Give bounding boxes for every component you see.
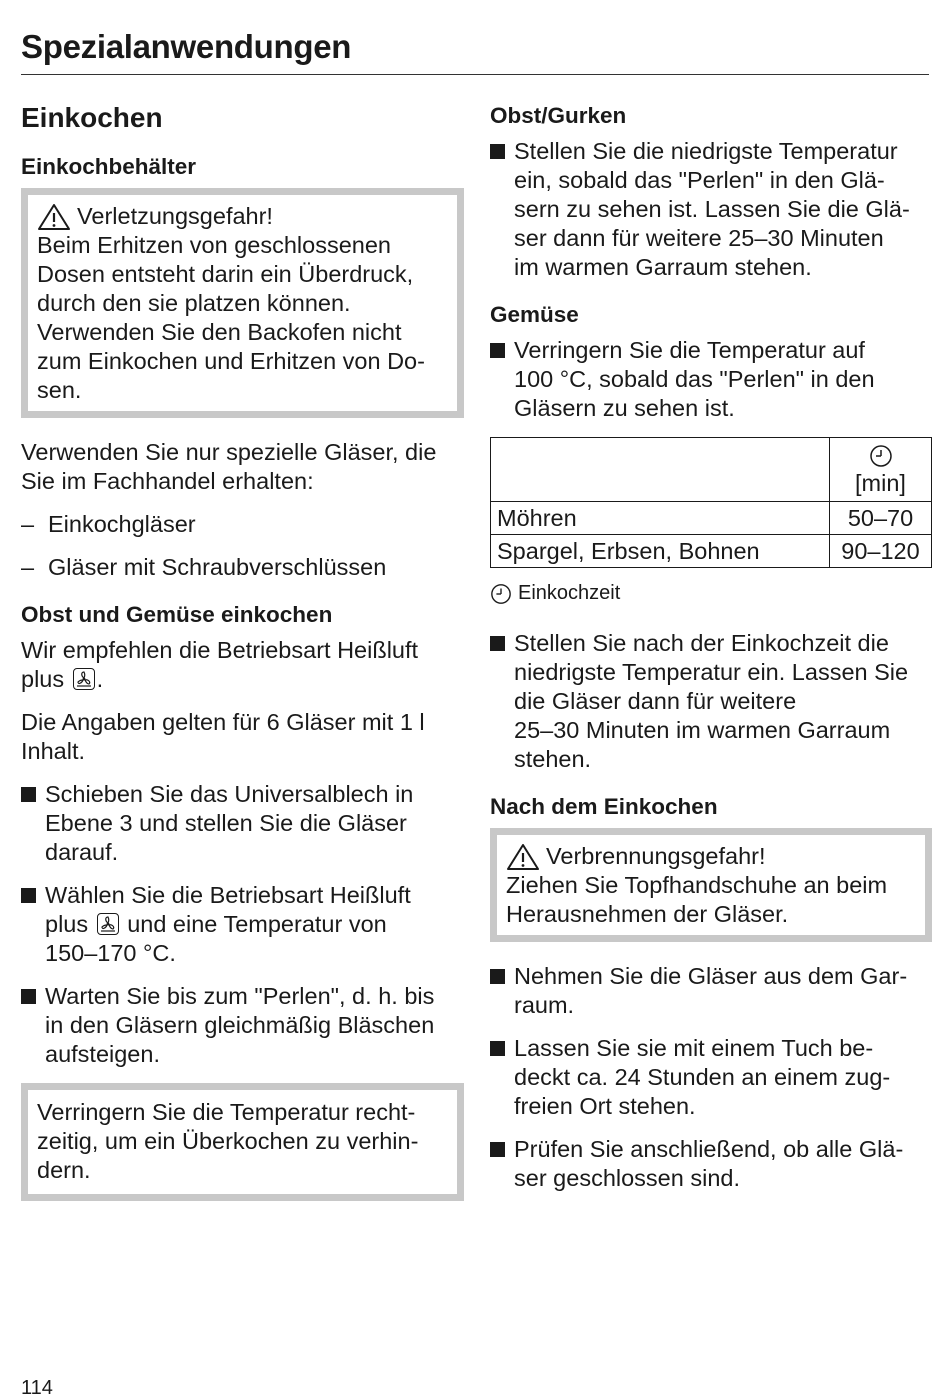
recommend-plus: plus (21, 666, 65, 692)
step-line: Wählen Sie die Betriebsart Heißluft (45, 882, 411, 908)
bullet-square (490, 1142, 505, 1157)
time-unit-label: [min] (855, 470, 906, 496)
step-line: Stellen Sie die niedrigste Temperatur (514, 138, 898, 164)
step-line: freien Ort stehen. (514, 1093, 696, 1119)
details-line: Inhalt. (21, 738, 86, 764)
subheading-gemuese: Gemüse (490, 302, 579, 327)
list-item (21, 780, 464, 867)
gemuese-steps (490, 336, 932, 423)
recommend-line: Wir empfehlen die Betriebsart Heißluft (21, 637, 419, 663)
warning-box-injury (21, 188, 464, 418)
bullet-square (490, 1041, 505, 1056)
steps-list (21, 780, 464, 1069)
warning-text-line: Herausnehmen der Gläser. (506, 901, 789, 927)
after-steps (490, 629, 932, 774)
table-cell-time: 90–120 (830, 535, 932, 568)
note-line: zeitig, um ein Überkochen zu verhin- (37, 1128, 419, 1154)
step-line: raum. (514, 992, 575, 1018)
recommend-end: . (96, 666, 104, 692)
note-box (21, 1083, 464, 1201)
step-line: stehen. (514, 746, 592, 772)
final-steps (490, 962, 932, 1193)
section-title-einkochen: Einkochen (21, 102, 163, 133)
subheading-obst-gurken: Obst/Gurken (490, 103, 627, 128)
bullet-square (490, 636, 505, 651)
clock-icon (869, 444, 893, 468)
step-line: Nehmen Sie die Gläser aus dem Gar- (514, 963, 908, 989)
canning-time-table (490, 437, 932, 568)
warning-box-burn (490, 828, 932, 942)
warning-text-line: durch den sie platzen können. (37, 290, 351, 316)
step-line: Ebene 3 und stellen Sie die Gläser (45, 810, 407, 836)
step-line: die Gläser dann für weitere (514, 688, 797, 714)
table-row (491, 535, 932, 568)
step-line: niedrigste Temperatur ein. Lassen Sie (514, 659, 909, 685)
page-header (21, 28, 929, 75)
bullet-square (490, 969, 505, 984)
intro-paragraph (21, 438, 464, 496)
intro-line: Sie im Fachhandel erhalten: (21, 468, 314, 494)
bullet-square (21, 989, 36, 1004)
fan-plus-icon (73, 668, 95, 690)
list-item (21, 553, 464, 582)
bullet-square (490, 144, 505, 159)
list-item (21, 510, 464, 539)
recommendation-paragraph (21, 636, 464, 694)
step-line: ser geschlossen sind. (514, 1165, 740, 1191)
legend-text: Einkochzeit (518, 582, 621, 604)
list-item (490, 137, 932, 282)
step-line: Prüfen Sie anschließend, ob alle Glä- (514, 1136, 904, 1162)
step-rest: und eine Temperatur von (127, 911, 387, 937)
warning-text-line: zum Einkochen und Erhitzen von Do- (37, 348, 425, 374)
step-line: sern zu sehen ist. Lassen Sie die Glä- (514, 196, 910, 222)
step-line: 25–30 Minuten im warmen Garraum (514, 717, 891, 743)
dash-marker: – (21, 511, 35, 537)
list-item-text: Gläser mit Schraubverschlüssen (48, 554, 387, 580)
table-legend (490, 582, 932, 605)
bullet-square (21, 787, 36, 802)
step-line: aufsteigen. (45, 1041, 160, 1067)
note-line: Verringern Sie die Temperatur recht- (37, 1099, 416, 1125)
step-line: Warten Sie bis zum "Perlen", d. h. bis (45, 983, 435, 1009)
step-line: 100 °C, sobald das "Perlen" in den (514, 366, 875, 392)
table-row (491, 502, 932, 535)
warning-text-line: Dosen entsteht darin ein Überdruck, (37, 261, 414, 287)
left-column (21, 100, 464, 1201)
dash-marker: – (21, 554, 35, 580)
warning-text-line: Verwenden Sie den Backofen nicht (37, 319, 402, 345)
fan-plus-icon (97, 913, 119, 935)
step-line: im warmen Garraum stehen. (514, 254, 812, 280)
subheading-obst-gemuese: Obst und Gemüse einkochen (21, 602, 333, 627)
table-header-row (491, 438, 932, 502)
details-line: Die Angaben gelten für 6 Gläser mit 1 l (21, 709, 425, 735)
obst-steps (490, 137, 932, 282)
step-line: 150–170 °C. (45, 940, 176, 966)
list-item-text: Einkochgläser (48, 511, 196, 537)
step-line: ser dann für weitere 25–30 Minuten (514, 225, 884, 251)
list-item (490, 1034, 932, 1121)
subheading-einkochbehaelter: Einkochbehälter (21, 154, 197, 179)
step-line: deckt ca. 24 Stunden an einem zug- (514, 1064, 891, 1090)
warning-triangle-icon (506, 843, 540, 871)
intro-line: Verwenden Sie nur spezielle Gläser, die (21, 439, 437, 465)
warning-text-line: Ziehen Sie Topfhandschuhe an beim (506, 872, 888, 898)
list-item (21, 982, 464, 1069)
note-line: dern. (37, 1157, 91, 1183)
table-cell-vegetable: Möhren (491, 502, 830, 535)
step-plus: plus (45, 911, 89, 937)
jar-types-list (21, 510, 464, 582)
warning-title: Verbrennungsgefahr! (546, 843, 766, 869)
table-cell-time: 50–70 (830, 502, 932, 535)
step-line: Verringern Sie die Temperatur auf (514, 337, 865, 363)
step-line: darauf. (45, 839, 119, 865)
warning-text-line: Beim Erhitzen von geschlossenen (37, 232, 392, 258)
list-item (21, 881, 464, 968)
warning-triangle-icon (37, 203, 71, 231)
step-line: Stellen Sie nach der Einkochzeit die (514, 630, 889, 656)
step-line: Schieben Sie das Universalblech in (45, 781, 414, 807)
subheading-nach-dem-einkochen: Nach dem Einkochen (490, 794, 718, 819)
details-paragraph (21, 708, 464, 766)
clock-icon (490, 583, 512, 605)
page-number: 114 (21, 1377, 53, 1397)
bullet-square (490, 343, 505, 358)
step-line: Gläsern zu sehen ist. (514, 395, 735, 421)
list-item (490, 962, 932, 1020)
warning-text-line: sen. (37, 377, 82, 403)
table-header-empty (491, 438, 830, 502)
step-line: ein, sobald das "Perlen" in den Glä- (514, 167, 885, 193)
page-title: Spezialanwendungen (21, 28, 352, 65)
right-column (490, 103, 932, 1207)
bullet-square (21, 888, 36, 903)
step-line: Lassen Sie sie mit einem Tuch be- (514, 1035, 874, 1061)
table-cell-vegetable: Spargel, Erbsen, Bohnen (491, 535, 830, 568)
list-item (490, 336, 932, 423)
table-header-time (830, 438, 932, 502)
list-item (490, 1135, 932, 1193)
warning-title: Verletzungsgefahr! (77, 203, 273, 229)
step-line: in den Gläsern gleichmäßig Bläschen (45, 1012, 435, 1038)
list-item (490, 629, 932, 774)
